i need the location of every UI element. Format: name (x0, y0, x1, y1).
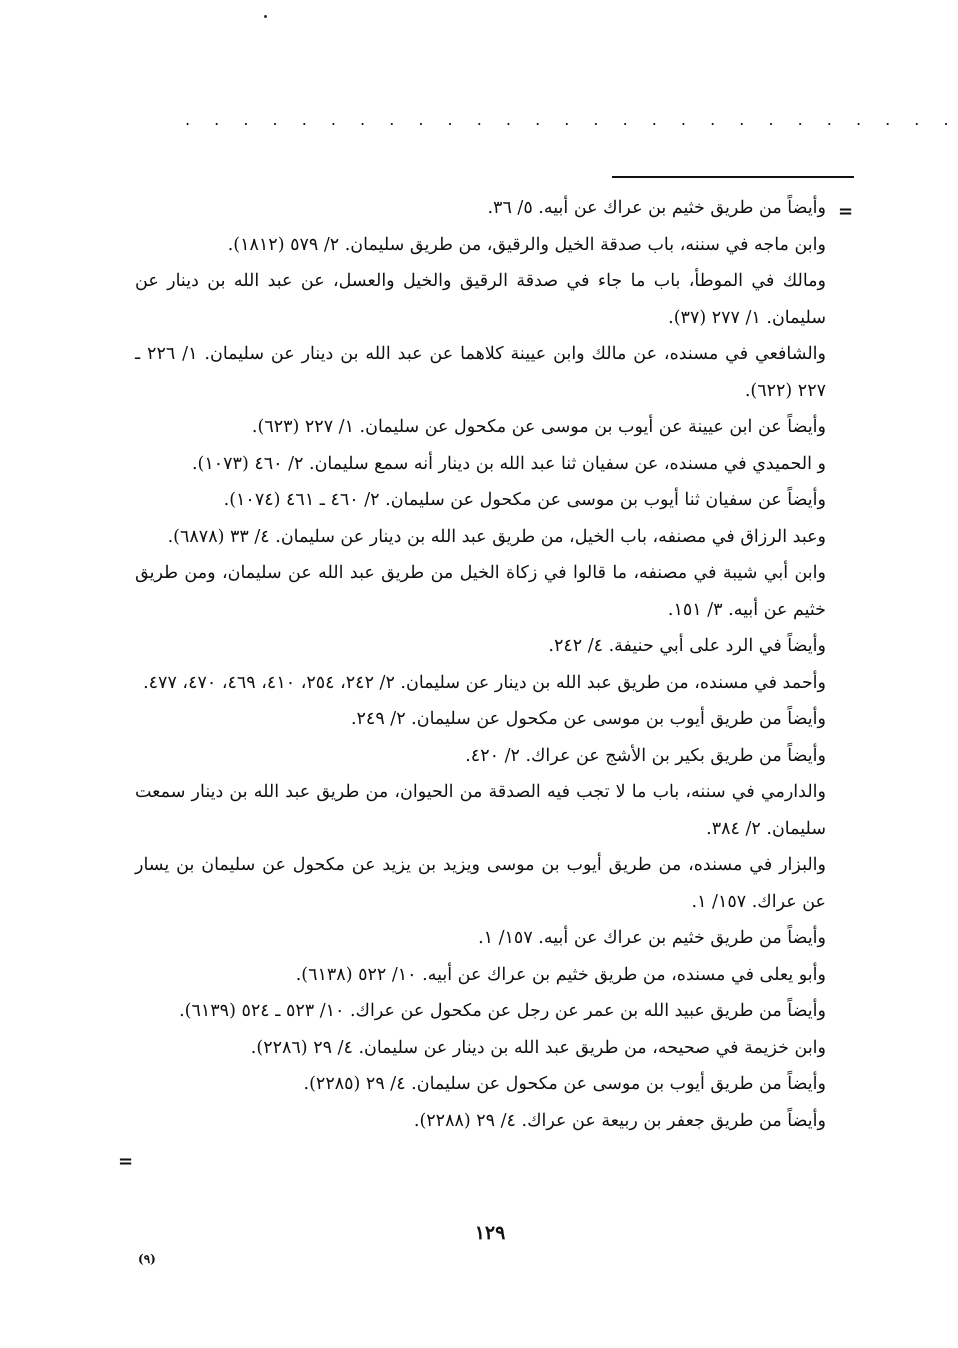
stray-dot (264, 15, 267, 18)
footnote-paragraph: وأيضاً من طريق خثيم بن عراك عن أبيه. ٥/ ٣٦. (487, 198, 826, 218)
signature-mark: (٩) (138, 1252, 156, 1266)
footnote-paragraph: والدارمي في سننه، باب ما لا تجب فيه الصدقة من الحيوان، من طريق عبد الله بن دينار سمعت سليمان. ٢/ ٣٨٤. (135, 782, 826, 839)
footnote-paragraph: وأيضاً من طريق أيوب بن موسى عن مكحول عن سليمان. ٢/ ٢٤٩. (350, 709, 826, 729)
footnote-paragraph: وأيضاً من طريق عبيد الله بن عمر عن رجل عن مكحول عن عراك. ١٠/ ٥٢٣ ـ ٥٢٤ (٦١٣٩). (179, 1001, 826, 1021)
footnote-paragraph: وأحمد في مسنده، من طريق عبد الله بن دينار عن سليمان. ٢/ ٢٤٢، ٢٥٤، ٤١٠، ٤٦٩، ٤٧٠، ٤٧٧. (143, 672, 826, 693)
footnote-paragraph: وأيضاً من طريق خثيم بن عراك عن أبيه. ١٥٧/ ١. (478, 928, 826, 948)
footnote-paragraph: وعبد الرزاق في مصنفه، باب الخيل، من طريق عبد الله بن دينار عن سليمان. ٤/ ٣٣ (٦٨٧٨). (167, 526, 826, 547)
footnote-paragraph: والشافعي في مسنده، عن مالك وابن عيينة كلاهما عن عبد الله بن دينار عن سليمان. ١/ ٢٢٦ ـ ٢٢٧ (٦٢٢). (135, 344, 826, 401)
footnote-paragraph: و الحميدي في مسنده، عن سفيان ثنا عبد الله بن دينار أنه سمع سليمان. ٢/ ٤٦٠ (١٠٧٣). (191, 453, 826, 474)
dot-leader: . . . . . . . . . . . . . . . . . . . . . . . . . . . (185, 110, 958, 129)
page-number: ١٢٩ (474, 1222, 506, 1244)
footnote-paragraph: والبزار في مسنده، من طريق أيوب بن موسى ويزيد بن يزيد عن مكحول عن سليمان بن يسار عن عراك. ١٥٧/ ١. (135, 855, 826, 912)
footnote-paragraph: وابن ماجه في سننه، باب صدقة الخيل والرقيق، من طريق سليمان. ٢/ ٥٧٩ (١٨١٢). (227, 234, 826, 255)
footnotes-block (135, 190, 826, 1139)
footnote-paragraph: وابن أبي شيبة في مصنفه، ما قالوا في زكاة الخيل من طريق عبد الله عن سليمان، ومن طريق خثيم عن أبيه. ٣/ ١٥١. (135, 563, 826, 620)
footnote-paragraph: وأيضاً من طريق جعفر بن ربيعة عن عراك. ٤/ ٢٩ (٢٢٨٨). (413, 1110, 826, 1131)
footnote-separator-rule (612, 176, 854, 178)
footnote-paragraph: وأيضاً من طريق بكير بن الأشج عن عراك. ٢/ ٤٢٠. (465, 745, 826, 766)
footnote-paragraph: وأيضاً عن سفيان ثنا أيوب بن موسى عن مكحول عن سليمان. ٢/ ٤٦٠ ـ ٤٦١ (١٠٧٤). (223, 490, 826, 510)
footnote-paragraph: وأبو يعلى في مسنده، من طريق خثيم بن عراك عن أبيه. ١٠/ ٥٢٢ (٦١٣٨). (295, 964, 826, 985)
footnote-paragraph: وأيضاً عن ابن عيينة عن أيوب بن موسى عن مكحول عن سليمان. ١/ ٢٢٧ (٦٢٣). (251, 417, 826, 437)
continuation-marker-top: = (838, 201, 854, 222)
footnote-paragraph: ومالك في الموطأ، باب ما جاء في صدقة الرقيق والخيل والعسل، عن عبد الله بن دينار عن سليمان. ١/ ٢٧٧ (٣٧). (135, 271, 826, 328)
footnote-paragraph: وأيضاً في الرد على أبي حنيفة. ٤/ ٢٤٢. (548, 636, 826, 656)
footnote-paragraph: وابن خزيمة في صحيحه، من طريق عبد الله بن دينار عن سليمان. ٤/ ٢٩ (٢٢٨٦). (250, 1037, 826, 1058)
continuation-marker-bottom: = (118, 1151, 134, 1172)
footnote-paragraph: وأيضاً من طريق أيوب بن موسى عن مكحول عن سليمان. ٤/ ٢٩ (٢٢٨٥). (303, 1074, 826, 1094)
